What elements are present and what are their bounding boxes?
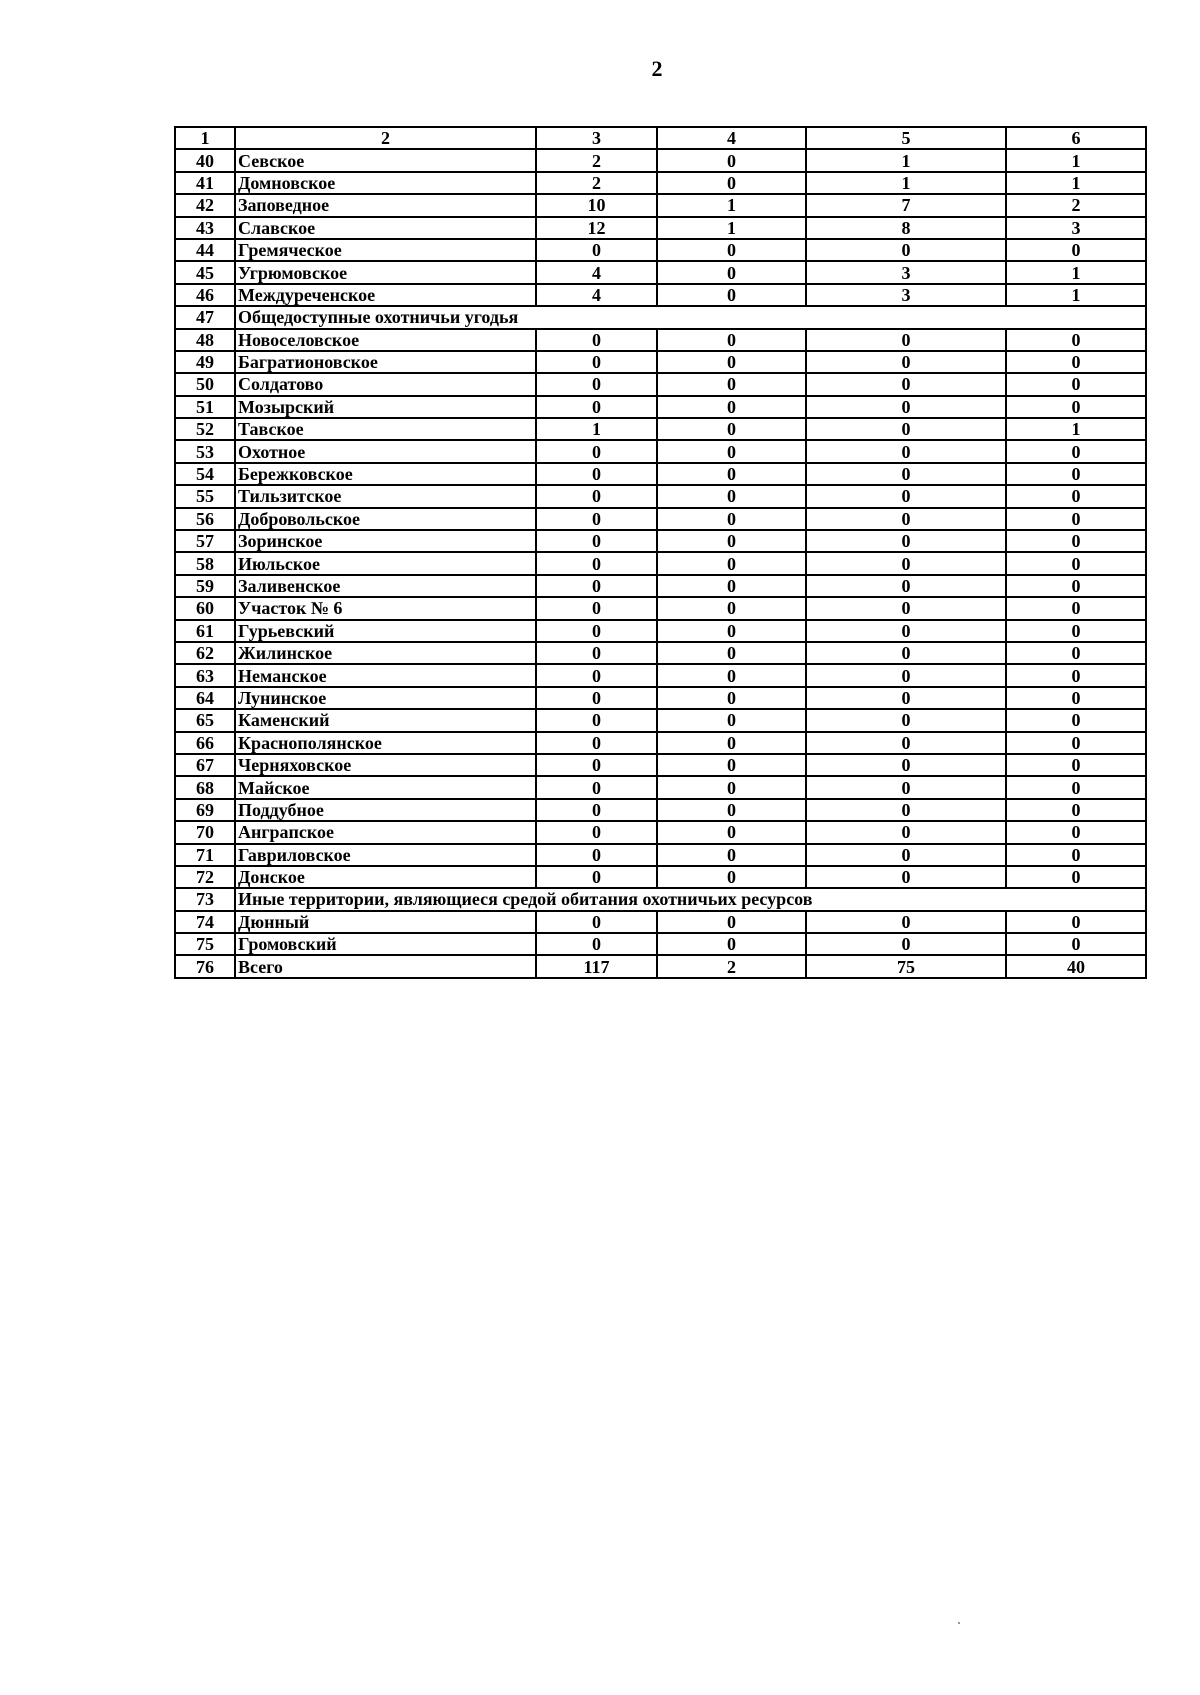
table-row (175, 687, 1146, 709)
value-cell: 0 (657, 776, 806, 798)
value-cell: 0 (806, 687, 1006, 709)
value-cell: 0 (657, 620, 806, 642)
value-cell: 0 (657, 866, 806, 888)
name-cell: Майское (235, 776, 536, 798)
row-number-cell: 63 (175, 664, 235, 686)
value-cell: 0 (536, 373, 657, 395)
table-row (175, 866, 1146, 888)
value-cell: 0 (1006, 732, 1146, 754)
value-cell: 0 (806, 709, 1006, 731)
row-number-cell: 62 (175, 642, 235, 664)
value-cell: 1 (657, 217, 806, 239)
value-cell: 0 (1006, 844, 1146, 866)
table-row (175, 844, 1146, 866)
value-cell: 0 (536, 552, 657, 574)
value-cell: 0 (657, 821, 806, 843)
value-cell: 2 (536, 149, 657, 171)
table-row (175, 172, 1146, 194)
name-cell: Жилинское (235, 642, 536, 664)
value-cell: 0 (657, 687, 806, 709)
value-cell: 0 (1006, 642, 1146, 664)
name-cell: Багратионовское (235, 351, 536, 373)
value-cell: 0 (1006, 911, 1146, 933)
section-row (175, 888, 1146, 910)
value-cell: 0 (1006, 396, 1146, 418)
value-cell: 0 (806, 508, 1006, 530)
table-row (175, 776, 1146, 798)
value-cell: 0 (536, 844, 657, 866)
row-number-cell: 50 (175, 373, 235, 395)
value-cell: 0 (536, 620, 657, 642)
row-number-cell: 67 (175, 754, 235, 776)
value-cell: 40 (1006, 955, 1146, 977)
value-cell: 0 (1006, 776, 1146, 798)
value-cell: 0 (657, 329, 806, 351)
row-number-cell: 75 (175, 933, 235, 955)
value-cell: 0 (1006, 821, 1146, 843)
value-cell: 0 (657, 284, 806, 306)
row-number-cell: 40 (175, 149, 235, 171)
value-cell: 117 (536, 955, 657, 977)
value-cell: 0 (1006, 329, 1146, 351)
value-cell: 0 (806, 396, 1006, 418)
value-cell: 0 (536, 575, 657, 597)
row-number-cell: 59 (175, 575, 235, 597)
value-cell: 0 (657, 552, 806, 574)
header-cell: 6 (1006, 127, 1146, 149)
name-cell: Каменский (235, 709, 536, 731)
value-cell: 0 (806, 552, 1006, 574)
table-row (175, 508, 1146, 530)
value-cell: 0 (657, 149, 806, 171)
value-cell: 0 (536, 239, 657, 261)
value-cell: 0 (806, 530, 1006, 552)
name-cell: Краснополянское (235, 732, 536, 754)
value-cell: 0 (536, 597, 657, 619)
table-row (175, 418, 1146, 440)
value-cell: 0 (806, 351, 1006, 373)
row-number-cell: 54 (175, 463, 235, 485)
value-cell: 0 (1006, 620, 1146, 642)
row-number-cell: 52 (175, 418, 235, 440)
name-cell: Гурьевский (235, 620, 536, 642)
value-cell: 0 (1006, 799, 1146, 821)
value-cell: 0 (806, 821, 1006, 843)
value-cell: 0 (536, 508, 657, 530)
value-cell: 0 (536, 754, 657, 776)
row-number-cell: 70 (175, 821, 235, 843)
row-number-cell: 51 (175, 396, 235, 418)
name-cell: Мозырский (235, 396, 536, 418)
row-number-cell: 43 (175, 217, 235, 239)
value-cell: 1 (806, 172, 1006, 194)
value-cell: 0 (806, 620, 1006, 642)
table-row (175, 642, 1146, 664)
table-row (175, 575, 1146, 597)
table-row (175, 463, 1146, 485)
table-row (175, 261, 1146, 283)
value-cell: 0 (1006, 754, 1146, 776)
value-cell: 0 (1006, 866, 1146, 888)
value-cell: 0 (657, 911, 806, 933)
table-row (175, 911, 1146, 933)
value-cell: 0 (536, 530, 657, 552)
header-cell: 2 (235, 127, 536, 149)
name-cell: Славское (235, 217, 536, 239)
value-cell: 3 (806, 284, 1006, 306)
name-cell: Громовский (235, 933, 536, 955)
table-row (175, 664, 1146, 686)
table-row (175, 373, 1146, 395)
value-cell: 0 (806, 732, 1006, 754)
value-cell: 0 (1006, 373, 1146, 395)
name-cell: Ангрaпское (235, 821, 536, 843)
value-cell: 1 (657, 194, 806, 216)
name-cell: Поддубное (235, 799, 536, 821)
value-cell: 0 (657, 396, 806, 418)
value-cell: 0 (657, 485, 806, 507)
table-row (175, 530, 1146, 552)
table-row (175, 485, 1146, 507)
value-cell: 0 (536, 485, 657, 507)
name-cell: Гремяческое (235, 239, 536, 261)
row-number-cell: 71 (175, 844, 235, 866)
value-cell: 0 (536, 709, 657, 731)
name-cell: Неманское (235, 664, 536, 686)
value-cell: 0 (806, 911, 1006, 933)
value-cell: 0 (806, 373, 1006, 395)
row-number-cell: 66 (175, 732, 235, 754)
value-cell: 0 (536, 933, 657, 955)
value-cell: 0 (657, 575, 806, 597)
name-cell: Междуреченское (235, 284, 536, 306)
name-cell: Черняховское (235, 754, 536, 776)
row-number-cell: 44 (175, 239, 235, 261)
row-number-cell: 48 (175, 329, 235, 351)
name-cell: Тавское (235, 418, 536, 440)
name-cell: Заповедное (235, 194, 536, 216)
page-number: 2 (651, 56, 663, 81)
value-cell: 0 (806, 485, 1006, 507)
row-number-cell: 61 (175, 620, 235, 642)
name-cell: Донское (235, 866, 536, 888)
name-cell: Лунинское (235, 687, 536, 709)
value-cell: 0 (1006, 575, 1146, 597)
value-cell: 0 (536, 776, 657, 798)
value-cell: 1 (1006, 418, 1146, 440)
row-number-cell: 41 (175, 172, 235, 194)
value-cell: 10 (536, 194, 657, 216)
table-row (175, 351, 1146, 373)
table-row (175, 194, 1146, 216)
value-cell: 0 (536, 821, 657, 843)
value-cell: 0 (657, 261, 806, 283)
value-cell: 0 (536, 866, 657, 888)
value-cell: 0 (806, 329, 1006, 351)
value-cell: 0 (657, 418, 806, 440)
name-cell: Дюнный (235, 911, 536, 933)
row-number-cell: 68 (175, 776, 235, 798)
table-row (175, 620, 1146, 642)
value-cell: 0 (657, 508, 806, 530)
scan-speck (958, 1622, 960, 1624)
table-row (175, 955, 1146, 977)
name-cell: Тильзитское (235, 485, 536, 507)
value-cell: 0 (806, 776, 1006, 798)
value-cell: 7 (806, 194, 1006, 216)
value-cell: 0 (1006, 508, 1146, 530)
value-cell: 0 (657, 530, 806, 552)
row-number-cell: 49 (175, 351, 235, 373)
row-number-cell: 56 (175, 508, 235, 530)
table-row (175, 329, 1146, 351)
value-cell: 0 (1006, 597, 1146, 619)
table-row (175, 440, 1146, 462)
value-cell: 0 (536, 463, 657, 485)
value-cell: 0 (657, 440, 806, 462)
table-row (175, 239, 1146, 261)
row-number-cell: 58 (175, 552, 235, 574)
value-cell: 0 (536, 642, 657, 664)
value-cell: 0 (657, 844, 806, 866)
value-cell: 0 (806, 463, 1006, 485)
value-cell: 0 (1006, 709, 1146, 731)
value-cell: 0 (806, 575, 1006, 597)
table-row (175, 552, 1146, 574)
name-cell: Охотное (235, 440, 536, 462)
table-row (175, 821, 1146, 843)
value-cell: 0 (806, 664, 1006, 686)
row-number-cell: 73 (175, 888, 235, 910)
row-number-cell: 53 (175, 440, 235, 462)
name-cell: Бережковское (235, 463, 536, 485)
value-cell: 0 (657, 754, 806, 776)
value-cell: 0 (1006, 440, 1146, 462)
row-number-cell: 47 (175, 306, 235, 328)
value-cell: 1 (1006, 261, 1146, 283)
value-cell: 0 (536, 329, 657, 351)
name-cell: Севское (235, 149, 536, 171)
row-number-cell: 64 (175, 687, 235, 709)
value-cell: 0 (806, 866, 1006, 888)
value-cell: 0 (657, 373, 806, 395)
value-cell: 0 (657, 933, 806, 955)
value-cell: 0 (806, 799, 1006, 821)
name-cell: Июльское (235, 552, 536, 574)
value-cell: 1 (1006, 284, 1146, 306)
value-cell: 3 (806, 261, 1006, 283)
value-cell: 1 (806, 149, 1006, 171)
value-cell: 0 (657, 239, 806, 261)
value-cell: 0 (536, 351, 657, 373)
section-row (175, 306, 1146, 328)
row-number-cell: 69 (175, 799, 235, 821)
data-table (174, 126, 1147, 979)
section-title-cell: Общедоступные охотничьи угодья (235, 306, 1146, 328)
table-row (175, 754, 1146, 776)
value-cell: 8 (806, 217, 1006, 239)
value-cell: 2 (536, 172, 657, 194)
section-title-cell: Иные территории, являющиеся средой обитания охотничьих ресурсов (235, 888, 1146, 910)
name-cell: Солдатово (235, 373, 536, 395)
value-cell: 0 (806, 754, 1006, 776)
header-cell: 1 (175, 127, 235, 149)
value-cell: 0 (806, 933, 1006, 955)
value-cell: 0 (1006, 664, 1146, 686)
row-number-cell: 42 (175, 194, 235, 216)
table-row (175, 284, 1146, 306)
table-row (175, 732, 1146, 754)
value-cell: 0 (657, 642, 806, 664)
name-cell: Домновское (235, 172, 536, 194)
value-cell: 2 (1006, 194, 1146, 216)
value-cell: 0 (657, 709, 806, 731)
value-cell: 12 (536, 217, 657, 239)
table-row (175, 709, 1146, 731)
value-cell: 1 (536, 418, 657, 440)
table-row (175, 396, 1146, 418)
row-number-cell: 65 (175, 709, 235, 731)
value-cell: 4 (536, 261, 657, 283)
row-number-cell: 60 (175, 597, 235, 619)
table-row (175, 217, 1146, 239)
header-cell: 5 (806, 127, 1006, 149)
row-number-cell: 74 (175, 911, 235, 933)
value-cell: 0 (806, 440, 1006, 462)
table-body (175, 127, 1146, 978)
name-cell: Участок № 6 (235, 597, 536, 619)
value-cell: 0 (806, 418, 1006, 440)
row-number-cell: 57 (175, 530, 235, 552)
table-header-row (175, 127, 1146, 149)
value-cell: 3 (1006, 217, 1146, 239)
value-cell: 0 (806, 844, 1006, 866)
name-cell: Гавриловское (235, 844, 536, 866)
value-cell: 0 (657, 664, 806, 686)
name-cell: Заливенское (235, 575, 536, 597)
value-cell: 0 (536, 687, 657, 709)
row-number-cell: 76 (175, 955, 235, 977)
name-cell: Зоринское (235, 530, 536, 552)
table-row (175, 799, 1146, 821)
value-cell: 0 (1006, 687, 1146, 709)
name-cell: Добровольское (235, 508, 536, 530)
value-cell: 4 (536, 284, 657, 306)
value-cell: 0 (1006, 351, 1146, 373)
value-cell: 0 (657, 351, 806, 373)
value-cell: 0 (657, 597, 806, 619)
value-cell: 0 (657, 172, 806, 194)
value-cell: 2 (657, 955, 806, 977)
value-cell: 0 (536, 440, 657, 462)
table-row (175, 597, 1146, 619)
value-cell: 0 (657, 799, 806, 821)
value-cell: 0 (1006, 552, 1146, 574)
table-row (175, 933, 1146, 955)
row-number-cell: 55 (175, 485, 235, 507)
value-cell: 0 (1006, 463, 1146, 485)
table-row (175, 149, 1146, 171)
value-cell: 75 (806, 955, 1006, 977)
value-cell: 0 (536, 396, 657, 418)
value-cell: 0 (1006, 485, 1146, 507)
row-number-cell: 45 (175, 261, 235, 283)
value-cell: 0 (1006, 933, 1146, 955)
value-cell: 0 (536, 799, 657, 821)
name-cell: Угрюмовское (235, 261, 536, 283)
header-cell: 4 (657, 127, 806, 149)
value-cell: 0 (806, 239, 1006, 261)
value-cell: 0 (536, 911, 657, 933)
name-cell: Новоселовское (235, 329, 536, 351)
name-cell: Всего (235, 955, 536, 977)
value-cell: 0 (536, 732, 657, 754)
value-cell: 0 (657, 732, 806, 754)
value-cell: 0 (1006, 530, 1146, 552)
value-cell: 0 (536, 664, 657, 686)
value-cell: 0 (806, 597, 1006, 619)
row-number-cell: 72 (175, 866, 235, 888)
value-cell: 1 (1006, 149, 1146, 171)
value-cell: 1 (1006, 172, 1146, 194)
value-cell: 0 (806, 642, 1006, 664)
row-number-cell: 46 (175, 284, 235, 306)
header-cell: 3 (536, 127, 657, 149)
value-cell: 0 (1006, 239, 1146, 261)
value-cell: 0 (657, 463, 806, 485)
